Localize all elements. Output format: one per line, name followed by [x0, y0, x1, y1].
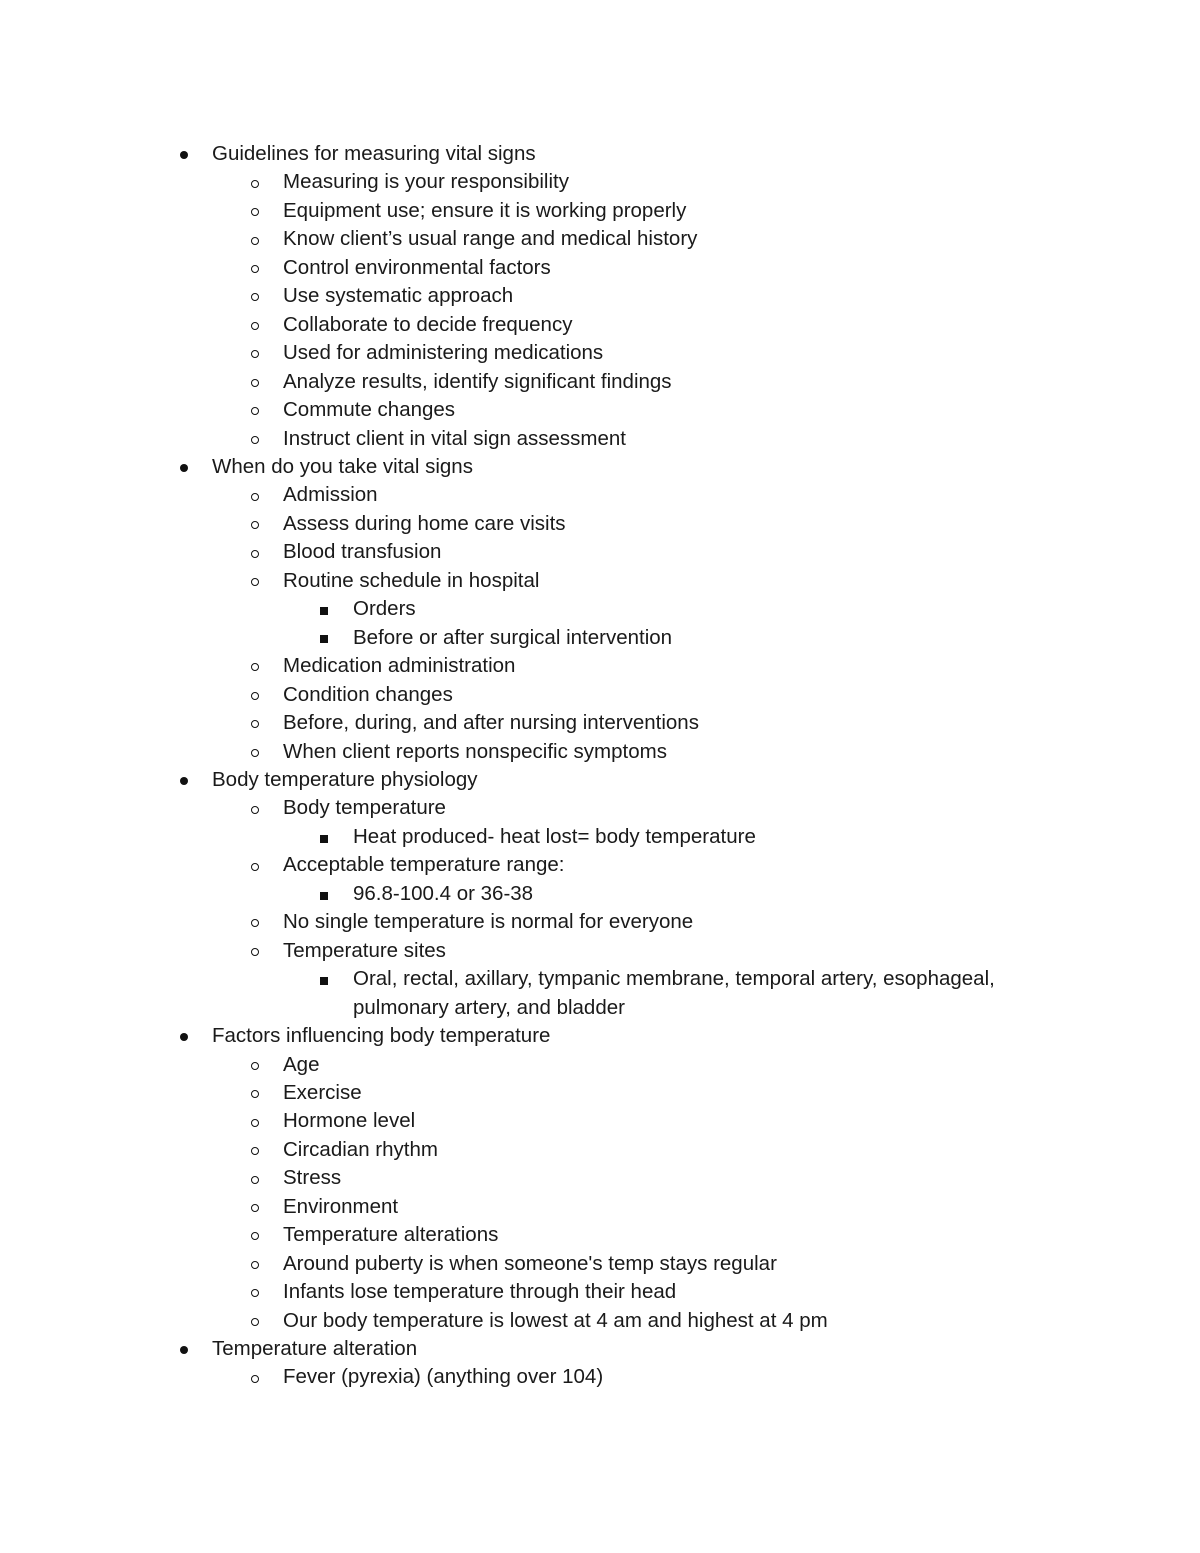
- bullet-icon: [249, 937, 261, 965]
- bullet-icon: [249, 538, 261, 566]
- outline-item-level-2: [0, 225, 1200, 253]
- outline-item-level-2: [0, 681, 1200, 709]
- bullet-icon: [249, 168, 261, 196]
- outline-item-level-2: [0, 794, 1200, 822]
- outline-item-level-2: [0, 538, 1200, 566]
- outline-item-level-2: [0, 282, 1200, 310]
- outline-item-text: Blood transfusion: [283, 540, 442, 564]
- bullet-icon: [249, 567, 261, 595]
- outline-item-level-1: [0, 453, 1200, 481]
- bullet-icon: [249, 225, 261, 253]
- outline-item-text: Exercise: [283, 1080, 362, 1104]
- outline-item-text: Medication administration: [283, 654, 516, 678]
- bullet-icon: [249, 425, 261, 453]
- outline-item-text: Around puberty is when someone's temp stays regular: [283, 1251, 777, 1275]
- outline-item-level-2: [0, 481, 1200, 509]
- outline-item-text: When client reports nonspecific symptoms: [283, 739, 667, 763]
- bullet-icon: [249, 311, 261, 339]
- bullet-icon: [178, 140, 190, 168]
- outline-item-level-2: [0, 1307, 1200, 1335]
- outline-item-text: 96.8-100.4 or 36-38: [353, 881, 534, 905]
- outline-item-text: Know client’s usual range and medical history: [283, 227, 698, 251]
- outline-item-level-2: [0, 851, 1200, 879]
- bullet-icon: [249, 738, 261, 766]
- outline-item-level-2: [0, 311, 1200, 339]
- outline-item-level-2: [0, 425, 1200, 453]
- bullet-icon: [318, 823, 330, 851]
- bullet-icon: [318, 965, 330, 993]
- outline-item-text: Hormone level: [283, 1109, 416, 1133]
- outline-item-text: Assess during home care visits: [283, 511, 566, 535]
- outline-item-level-2: [0, 567, 1200, 595]
- bullet-icon: [249, 254, 261, 282]
- outline-item-text: Circadian rhythm: [283, 1137, 438, 1161]
- outline-item-level-3: [0, 823, 1043, 851]
- outline-item-level-2: [0, 1079, 1200, 1107]
- bullet-icon: [249, 1278, 261, 1306]
- outline-item-text: Collaborate to decide frequency: [283, 312, 573, 336]
- bullet-icon: [249, 282, 261, 310]
- outline-item-text: Temperature alterations: [283, 1223, 499, 1247]
- outline-item-text: Used for administering medications: [283, 341, 604, 365]
- outline-item-text: Temperature sites: [283, 938, 446, 962]
- outline-item-text: Before, during, and after nursing interventions: [283, 711, 699, 735]
- outline-item-text: Orders: [353, 597, 416, 621]
- outline-item-level-1: [0, 1335, 1200, 1363]
- bullet-icon: [249, 652, 261, 680]
- bullet-icon: [249, 197, 261, 225]
- bullet-icon: [249, 368, 261, 396]
- bullet-icon: [178, 453, 190, 481]
- outline-item-text: Heat produced- heat lost= body temperature: [353, 824, 756, 848]
- outline-item-level-2: [0, 1164, 1200, 1192]
- outline-item-level-2: [0, 1278, 1200, 1306]
- outline-item-text: Instruct client in vital sign assessment: [283, 426, 626, 450]
- outline-item-level-2: [0, 168, 1200, 196]
- outline-item-level-2: [0, 908, 1200, 936]
- outline-item-text: Measuring is your responsibility: [283, 170, 569, 194]
- bullet-icon: [249, 1136, 261, 1164]
- outline-item-text: Analyze results, identify significant findings: [283, 369, 672, 393]
- outline-item-level-3: [0, 595, 1043, 623]
- outline-item-level-2: [0, 510, 1200, 538]
- bullet-icon: [178, 1022, 190, 1050]
- outline-item-level-2: [0, 396, 1200, 424]
- outline-item-text: Condition changes: [283, 682, 453, 706]
- outline-item-text: When do you take vital signs: [212, 454, 473, 478]
- bullet-icon: [249, 510, 261, 538]
- bullet-icon: [249, 1164, 261, 1192]
- bullet-icon: [318, 595, 330, 623]
- bullet-icon: [318, 880, 330, 908]
- outline-item-text: Stress: [283, 1166, 342, 1190]
- bullet-icon: [249, 339, 261, 367]
- outline-item-text: Acceptable temperature range:: [283, 853, 565, 877]
- bullet-icon: [249, 709, 261, 737]
- outline-item-text: Control environmental factors: [283, 255, 551, 279]
- outline-item-text: Equipment use; ensure it is working properly: [283, 198, 687, 222]
- bullet-icon: [249, 1363, 261, 1391]
- outline-item-text: Body temperature: [283, 796, 446, 820]
- bullet-icon: [249, 1079, 261, 1107]
- outline-item-text: Oral, rectal, axillary, tympanic membrane, temporal artery, esophageal, pulmonary artery, and bladder: [353, 967, 995, 1019]
- outline-item-level-2: [0, 1107, 1200, 1135]
- bullet-icon: [249, 481, 261, 509]
- outline-item-text: Fever (pyrexia) (anything over 104): [283, 1365, 604, 1389]
- outline-item-level-2: [0, 1193, 1200, 1221]
- outline-item-text: Guidelines for measuring vital signs: [212, 142, 536, 165]
- bullet-icon: [249, 396, 261, 424]
- outline-item-level-1: [0, 766, 1200, 794]
- outline-item-level-2: [0, 1363, 1200, 1391]
- outline-item-text: Body temperature physiology: [212, 767, 478, 791]
- outline-item-text: Infants lose temperature through their head: [283, 1280, 677, 1304]
- bullet-icon: [249, 1221, 261, 1249]
- bullet-icon: [249, 1193, 261, 1221]
- bullet-icon: [249, 908, 261, 936]
- outline-item-level-3: [0, 965, 1043, 1022]
- outline-item-text: Age: [283, 1052, 320, 1076]
- bullet-icon: [318, 624, 330, 652]
- outline-item-level-2: [0, 339, 1200, 367]
- outline-item-text: Routine schedule in hospital: [283, 568, 540, 592]
- outline-item-text: Admission: [283, 483, 378, 507]
- outline-item-level-2: [0, 1250, 1200, 1278]
- outline-item-level-2: [0, 1051, 1200, 1079]
- bullet-icon: [178, 766, 190, 794]
- outline-item-level-2: [0, 1136, 1200, 1164]
- outline-item-level-2: [0, 937, 1200, 965]
- outline-item-level-2: [0, 254, 1200, 282]
- outline-item-level-2: [0, 197, 1200, 225]
- bullet-icon: [249, 1051, 261, 1079]
- outline-item-level-1: [0, 140, 1200, 168]
- outline-item-level-1: [0, 1022, 1200, 1050]
- bullet-icon: [249, 1250, 261, 1278]
- bullet-icon: [178, 1335, 190, 1363]
- outline-item-level-2: [0, 738, 1200, 766]
- outline-item-level-2: [0, 1221, 1200, 1249]
- bulleted-outline: [0, 140, 1200, 1392]
- outline-item-text: Factors influencing body temperature: [212, 1024, 551, 1048]
- bullet-icon: [249, 1107, 261, 1135]
- outline-item-text: Before or after surgical intervention: [353, 625, 673, 649]
- bullet-icon: [249, 681, 261, 709]
- outline-item-level-2: [0, 709, 1200, 737]
- outline-item-level-2: [0, 652, 1200, 680]
- bullet-icon: [249, 851, 261, 879]
- outline-item-text: Temperature alteration: [212, 1337, 418, 1361]
- outline-item-level-2: [0, 368, 1200, 396]
- outline-item-text: Use systematic approach: [283, 284, 514, 308]
- outline-item-level-3: [0, 880, 1043, 908]
- outline-item-text: Environment: [283, 1194, 399, 1218]
- bullet-icon: [249, 794, 261, 822]
- bullet-icon: [249, 1307, 261, 1335]
- outline-item-level-3: [0, 624, 1043, 652]
- outline-item-text: No single temperature is normal for everyone: [283, 910, 694, 934]
- outline-item-text: Our body temperature is lowest at 4 am and highest at 4 pm: [283, 1308, 828, 1332]
- outline-item-text: Commute changes: [283, 398, 456, 422]
